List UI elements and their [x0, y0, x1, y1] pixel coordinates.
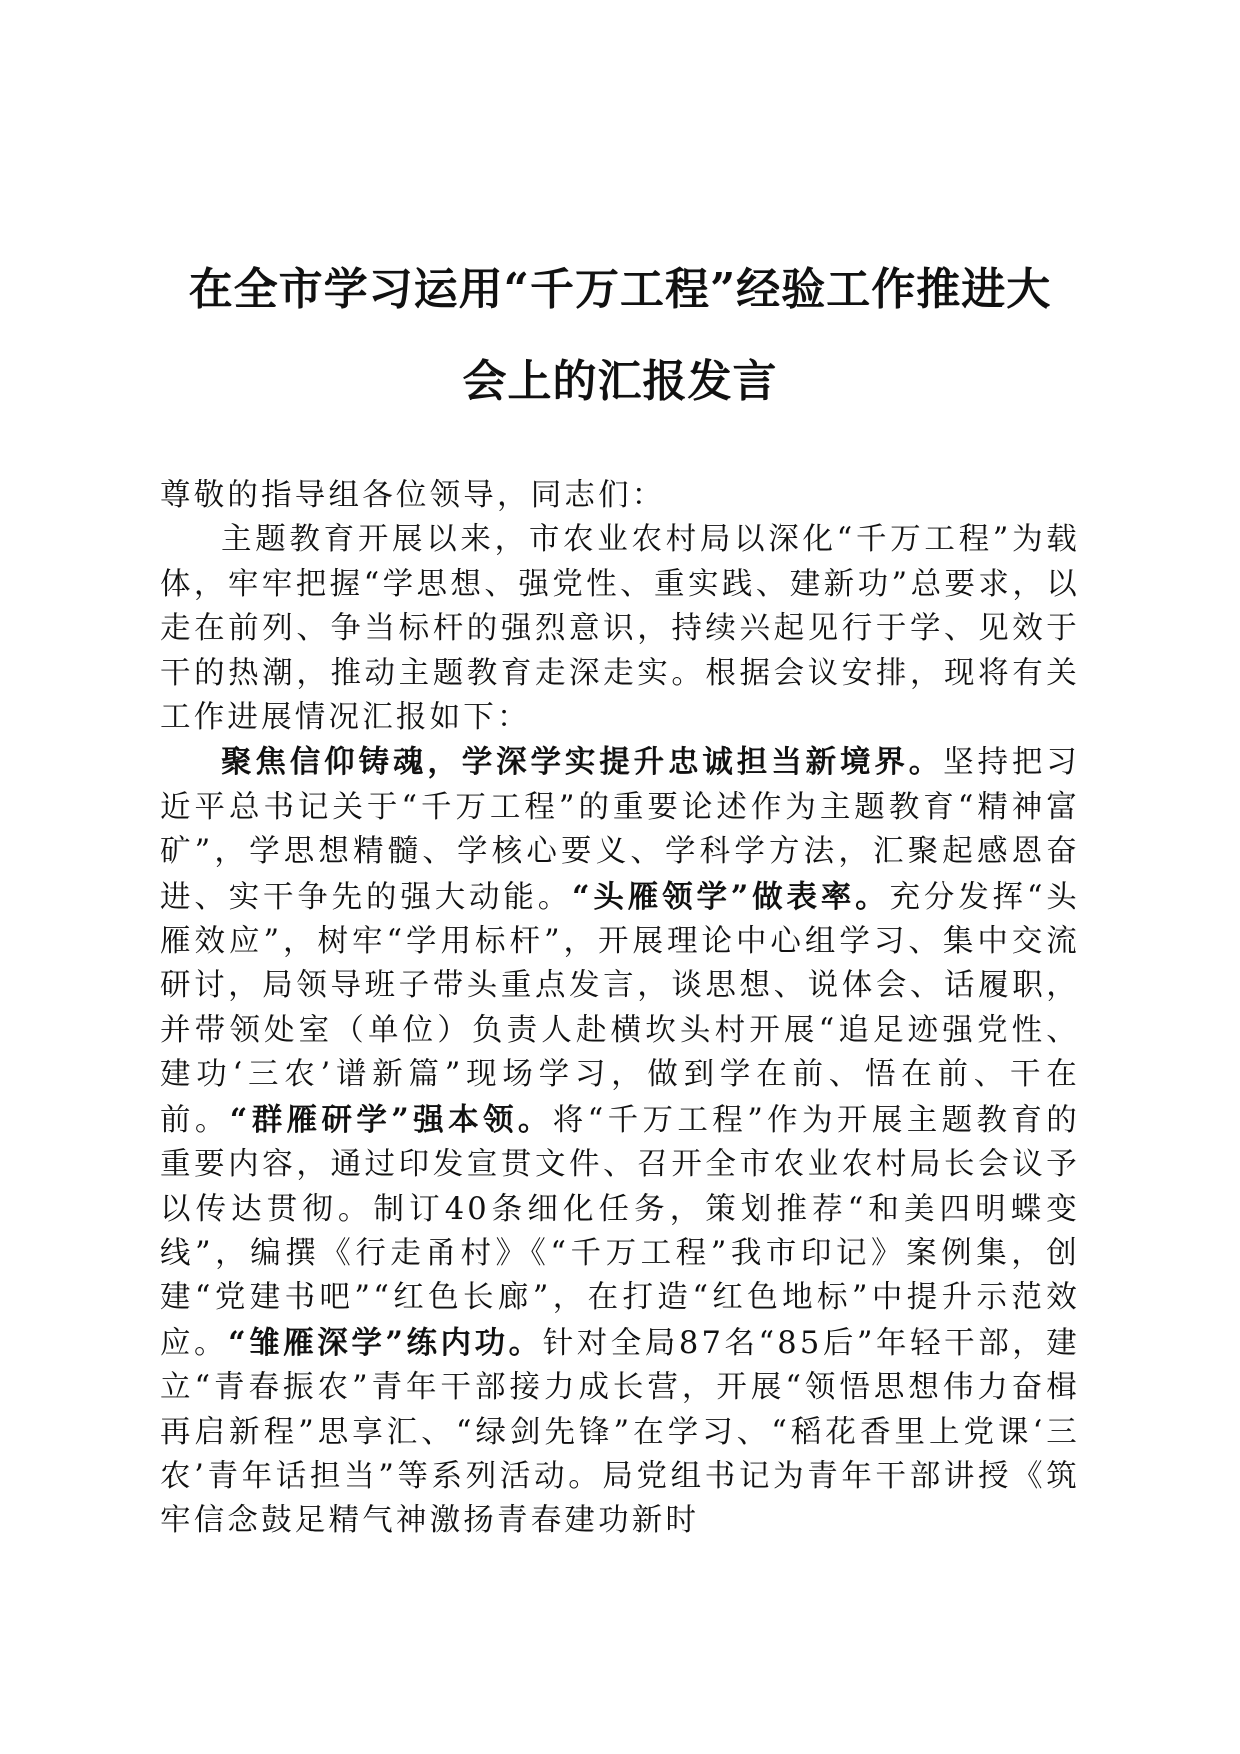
section-1-paragraph	[160, 740, 1080, 1543]
section-1-text-1: 坚持把习近平总书记关于“千万工程”的重要论述作为主题教育“精神富矿”，学思想精髓、学核心要义、学科学方法，汇聚起感恩奋进、实干争先的强大动能。	[160, 745, 1080, 915]
salutation: 尊敬的指导组各位领导，同志们：	[160, 478, 666, 513]
title-line-1: 在全市学习运用“千万工程”经验工作推进大	[188, 264, 1052, 315]
section-1-heading: 聚焦信仰铸魂，学深学实提升忠诚担当新境界。	[221, 744, 944, 781]
section-1-text-2: 充分发挥“头雁效应”，树牢“学用标杆”，开展理论中心组学习、集中交流研讨，局领导班子带头重点发言，谈思想、说体会、话履职，并带领处室（单位）负责人赴横坎头村开展“追足迹强党性、建功‘三农’谱新篇”现场学习，做到学在前、悟在前、干在前。	[160, 879, 1080, 1138]
document-title	[150, 244, 1090, 428]
intro-paragraph: 主题教育开展以来，市农业农村局以深化“千万工程”为载体，牢牢把握“学思想、强党性、重实践、建新功”总要求，以走在前列、争当标杆的强烈意识，持续兴起见行于学、见效于干的热潮，推动主题教育走深走实。根据会议安排，现将有关工作进展情况汇报如下：	[160, 522, 1080, 736]
section-1-subheading-1: “头雁领学”做表率。	[572, 878, 890, 915]
section-1-subheading-2: “群雁研学”强本领。	[229, 1101, 553, 1138]
section-1-text-4: 针对全局87名“85后”年轻干部，建立“青春振农”青年干部接力成长营，开展“领悟思想伟力奋楫再启新程”思享汇、“绿剑先锋”在学习、“稻花香里上党课‘三农’青年话担当”等系列活动。局党组书记为青年干部讲授《筑牢信念鼓足精气神激扬青春建功新时	[160, 1325, 1081, 1539]
section-1-text-3: 将“千万工程”作为开展主题教育的重要内容，通过印发宣贯文件、召开全市农业农村局长会议予以传达贯彻。制订40条细化任务，策划推荐“和美四明蝶变线”，编撰《行走甬村》《“千万工程”我市印记》案例集，创建“党建书吧”“红色长廊”，在打造“红色地标”中提升示范效应。	[160, 1102, 1080, 1361]
document-body	[160, 474, 1080, 1544]
title-line-2: 会上的汇报发言	[462, 356, 778, 407]
section-1-subheading-3: “雏雁深学”练内功。	[228, 1324, 543, 1361]
